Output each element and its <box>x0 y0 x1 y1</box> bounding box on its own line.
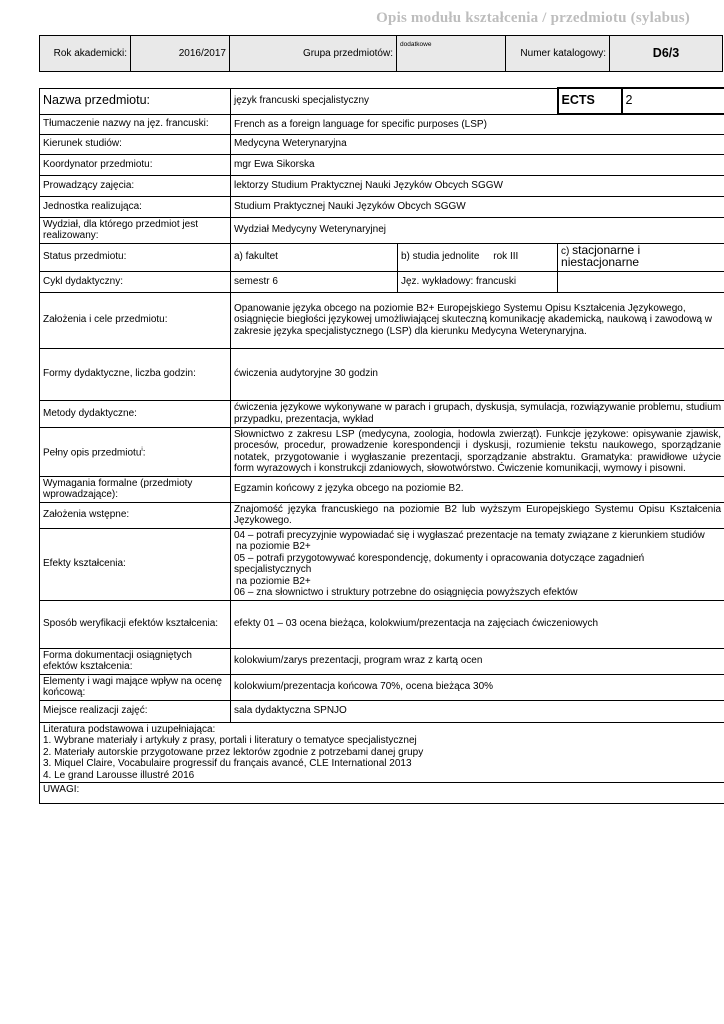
footnote-mark: i <box>141 446 143 453</box>
goals-label: Założenia i cele przedmiotu: <box>40 292 231 348</box>
requirements-label: Wymagania formalne (przedmioty wprowadzające): <box>40 476 231 502</box>
academic-year-value: 2016/2017 <box>131 36 230 72</box>
subject-name-value: język francuski specjalistyczny <box>231 88 558 114</box>
instructors-label: Prowadzący zajęcia: <box>40 175 231 196</box>
subject-name-label: Nazwa przedmiotu: <box>40 88 231 114</box>
documentation-value: kolokwium/zarys prezentacji, program wraz z kartą ocen <box>231 648 724 674</box>
verification-value: efekty 01 – 03 ocena bieżąca, kolokwium/prezentacja na zajęciach ćwiczeniowych <box>231 600 724 648</box>
subject-group-value: dodatkowe <box>397 36 506 72</box>
status-c-prefix: c) <box>561 245 573 257</box>
ects-label: ECTS <box>558 88 622 114</box>
prerequisites-label: Założenia wstępne: <box>40 502 231 528</box>
methods-value: ćwiczenia językowe wykonywane w parach i grupach, dyskusja, symulacja, rozwiązywanie problemu, studium przypadku, prezentacja, wykład <box>231 400 724 427</box>
ects-value: 2 <box>622 88 724 114</box>
notes-label: UWAGI: <box>43 784 80 795</box>
requirements-value: Egzamin końcowy z języka obcego na poziomie B2. <box>231 476 724 502</box>
prerequisites-value: Znajomość języka francuskiego na poziomie B2 lub wyższym Europejskiego Systemu Opisu Kształcenia Językowego. <box>231 502 724 528</box>
language-value: Jęz. wykładowy: francuski <box>398 271 558 292</box>
coordinator-value: mgr Ewa Sikorska <box>231 154 724 175</box>
forms-value: ćwiczenia audytoryjne 30 godzin <box>231 348 724 400</box>
notes-cell <box>40 783 724 804</box>
unit-value: Studium Praktycznej Nauki Języków Obcych SGGW <box>231 196 724 217</box>
goals-value: Opanowanie języka obcego na poziomie B2+ Europejskiego Systemu Opisu Kształcenia Językowego, osiągnięcie biegłości językowej umożliwiającej skuteczną komunikację akademicką, naukową i zawodową w zakresie języka specjalistycznego (LSP) dla kierunku Medycyna Weterynaryjna. <box>231 292 724 348</box>
field-of-study-value: Medycyna Weterynaryjna <box>231 134 724 154</box>
cycle-empty <box>558 271 724 292</box>
location-value: sala dydaktyczna SPNJO <box>231 700 724 722</box>
outcomes-value <box>231 528 724 600</box>
documentation-label: Forma dokumentacji osiągniętych efektów kształcenia: <box>40 648 231 674</box>
verification-label: Sposób weryfikacji efektów kształcenia: <box>40 600 231 648</box>
literature-label: Literatura podstawowa i uzupełniająca: <box>43 723 216 735</box>
coordinator-label: Koordynator przedmiotu: <box>40 154 231 175</box>
outcome-line: na poziomie B2+ <box>236 541 311 552</box>
literature-cell <box>40 722 724 783</box>
outcome-line: 04 – potrafi precyzyjnie wypowiadać się i wygłaszać prezentacje na tematy związane z kierunkiem studiów <box>234 529 705 541</box>
header-table <box>39 35 723 72</box>
methods-label: Metody dydaktyczne: <box>40 400 231 427</box>
literature-item: 1. Wybrane materiały i artykuły z prasy, portali i literatury o tematyce specjalistycznej <box>43 735 417 746</box>
faculty-value: Wydział Medycyny Weterynaryjnej <box>231 217 724 243</box>
grading-label: Elementy i wagi mające wpływ na ocenę końcową: <box>40 674 231 700</box>
translation-label: Tłumaczenie nazwy na jęz. francuski: <box>40 114 231 134</box>
document-title: Opis modułu kształcenia / przedmiotu (sylabus) <box>376 10 690 26</box>
catalog-number-label: Numer katalogowy: <box>506 36 610 72</box>
cycle-label: Cykl dydaktyczny: <box>40 271 231 292</box>
field-of-study-label: Kierunek studiów: <box>40 134 231 154</box>
description-label <box>40 427 231 476</box>
outcome-line: 05 – potrafi przygotowywać korespondencję, dokumenty i opracowania dotyczące zagadnień specjalistycznych <box>234 552 645 575</box>
outcome-line: na poziomie B2+ <box>236 575 311 587</box>
status-b: b) studia jednolite rok III <box>398 243 558 271</box>
instructors-value: lektorzy Studium Praktycznej Nauki Języków Obcych SGGW <box>231 175 724 196</box>
academic-year-label: Rok akademicki: <box>40 36 131 72</box>
status-c <box>558 243 724 271</box>
translation-value: French as a foreign language for specific purposes (LSP) <box>231 114 724 134</box>
literature-item: 3. Miquel Claire, Vocabulaire progressif du français avancé, CLE International 2013 <box>43 758 412 769</box>
outcome-line: 06 – zna słownictwo i struktury potrzebne do osiągnięcia powyższych efektów <box>234 587 578 598</box>
literature-item: 2. Materiały autorskie przygotowane przez lektorów zgodnie z potrzebami danej grupy <box>43 746 424 758</box>
status-c-value: stacjonarne i niestacjonarne <box>561 242 641 269</box>
grading-value: kolokwium/prezentacja końcowa 70%, ocena bieżąca 30% <box>231 674 724 700</box>
description-label-text: Pełny opis przedmiotu <box>43 446 142 458</box>
unit-label: Jednostka realizująca: <box>40 196 231 217</box>
cycle-value: semestr 6 <box>231 271 398 292</box>
faculty-label: Wydział, dla którego przedmiot jest realizowany: <box>40 217 231 243</box>
status-a: a) fakultet <box>231 243 398 271</box>
forms-label: Formy dydaktyczne, liczba godzin: <box>40 348 231 400</box>
status-label: Status przedmiotu: <box>40 243 231 271</box>
syllabus-table <box>39 87 724 804</box>
location-label: Miejsce realizacji zajęć: <box>40 700 231 722</box>
description-label-colon: : <box>142 446 146 458</box>
subject-group-label: Grupa przedmiotów: <box>230 36 397 72</box>
outcomes-label: Efekty kształcenia: <box>40 528 231 600</box>
literature-item: 4. Le grand Larousse illustré 2016 <box>43 769 195 781</box>
catalog-number-value: D6/3 <box>610 36 723 72</box>
description-value: Słownictwo z zakresu LSP (medycyna, zoologia, hodowla zwierząt). Funkcje językowe: opisywanie zjawisk, procesów, procedur, prowadzenie korespondencji i dyskusji, rozumienie tekstu naukowego, sporządzanie notatek, przygotowanie i wygłaszanie prezentacji, sporządzanie abstraktu. Gramatyka: prawidłowe użycie form wyrazowych i konstrukcji zdaniowych, słowotwórstwo. Ćwiczenie komunikacji, wymowy i pisowni. <box>231 427 724 476</box>
